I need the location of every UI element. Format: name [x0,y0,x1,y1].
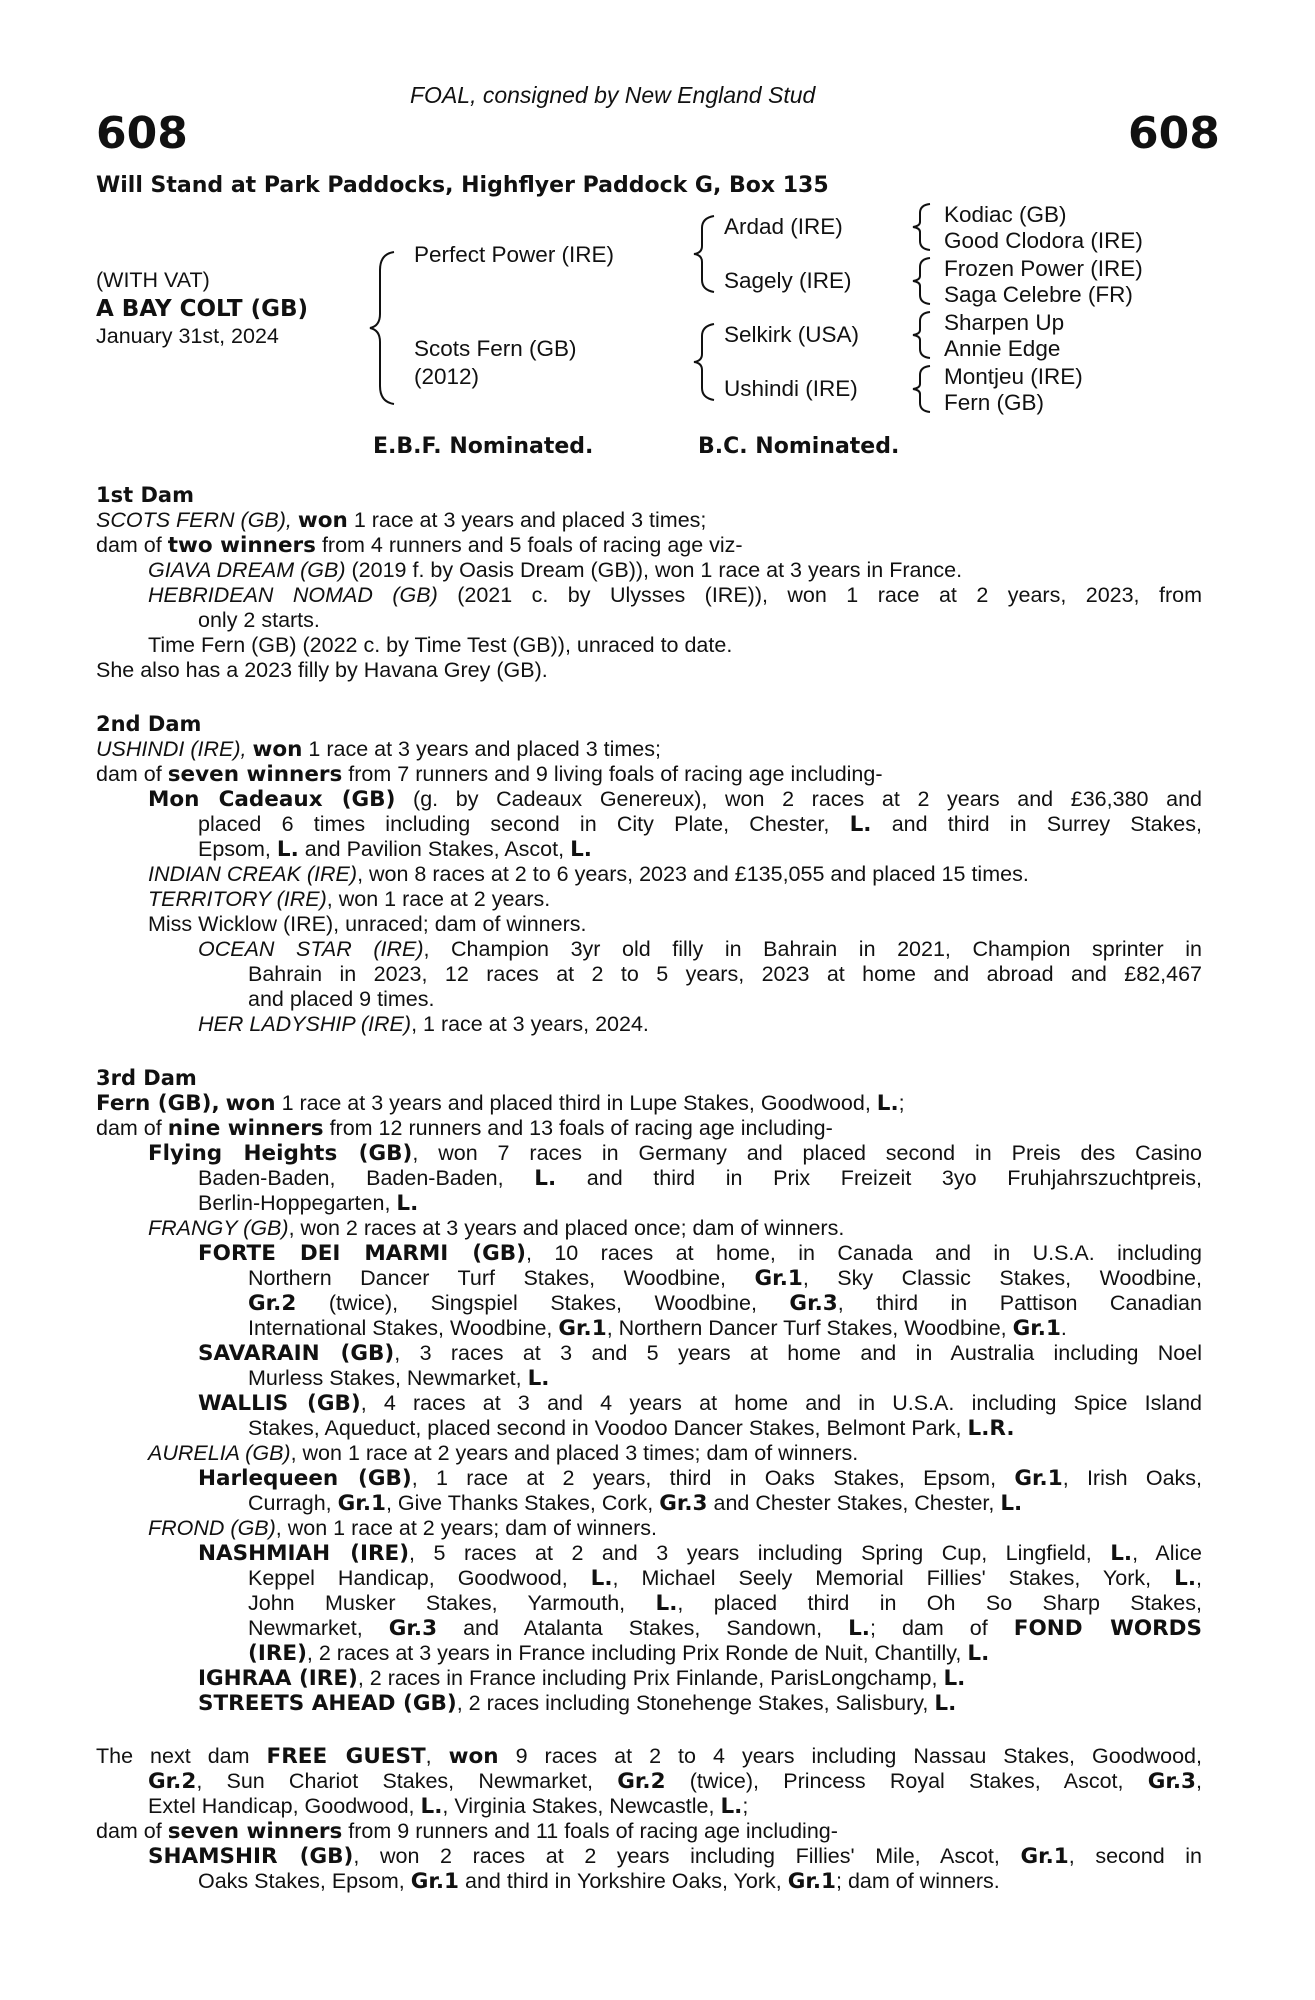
winners-count: seven winners [167,762,343,787]
record-text: , 10 races at home, in Canada and in U.S.A. including [525,1241,1202,1265]
punct: ; [742,1794,749,1818]
sire: Perfect Power (IRE) [414,242,615,267]
horse-name: Harlequeen (GB) [198,1466,412,1491]
horse-name: GIAVA DREAM (GB) [148,558,346,582]
produce-summary [96,1116,833,1141]
record-text: , 1 race at 3 years, 2024. [411,1012,649,1036]
won-label: won [225,1091,276,1116]
g-ancestor-6: Annie Edge [944,336,1061,361]
g-ancestor-4: Saga Celebre (FR) [944,282,1133,307]
produce-line [198,1466,1202,1491]
grade: Gr.3 [1147,1769,1196,1794]
grade: L. [943,1666,966,1691]
grade: Gr.2 [617,1769,666,1794]
record-text: , won 1 race at 2 years. [326,887,551,911]
record-text: 9 races at 2 to 4 years including Nassau Stakes, Goodwood, [515,1744,1202,1768]
text: , Sky Classic Stakes, Woodbine, [802,1266,1202,1290]
record-text: , 1 race at 2 years, third in Oaks Stakes, Epsom, [411,1466,997,1490]
horse-name: NASHMIAH (IRE) [198,1541,410,1566]
produce-line [198,1541,1202,1566]
horse-name: OCEAN STAR (IRE) [198,937,424,961]
produce-line-cont [248,1566,1202,1591]
horse-name: SAVARAIN (GB) [198,1341,395,1366]
produce-line-cont [198,837,592,862]
horse-name: AURELIA (GB) [148,1441,291,1465]
produce-line-cont: and placed 9 times. [248,987,435,1011]
lot-number-left: 608 [96,108,188,159]
produce-line-cont [248,1591,1202,1616]
produce-line-cont [248,1491,1022,1516]
grade: L. [527,1366,550,1391]
grade: Gr.3 [388,1616,438,1641]
record-text: 1 race at 3 years and placed third in Lupe Stakes, Goodwood, [281,1091,871,1115]
produce-line-cont [248,1416,1015,1441]
dam-record-cont [148,1769,1202,1794]
text: dam of [96,533,162,557]
produce-line [198,1012,649,1037]
g-ancestor-8: Fern (GB) [944,390,1045,415]
horse-name: FREE GUEST [266,1744,426,1769]
horse-name: SCOTS FERN (GB), [96,508,292,532]
sire-brace-icon [692,212,718,296]
grade: L. [967,1641,990,1666]
g-ancestor-5: Sharpen Up [944,310,1065,335]
produce-summary [96,1819,838,1844]
horse-name: INDIAN CREAK (IRE) [148,862,358,886]
dam-brace-icon [692,320,718,404]
grade: Gr.1 [754,1266,803,1291]
consignment-line: FOAL, consigned by New England Stud [410,82,816,108]
produce-line [148,887,550,912]
dam-record-line [96,737,661,762]
vat-note: (WITH VAT) [96,268,210,292]
text: Baden-Baden, Baden-Baden, [198,1166,504,1190]
produce-line: Miss Wicklow (IRE), unraced; dam of winners. [148,912,587,936]
text: Keppel Handicap, Goodwood, [248,1566,568,1590]
produce-line [198,1241,1202,1266]
record-text: , 2 races in France including Prix Finlande, ParisLongchamp, [357,1666,938,1690]
punct: , [1196,1566,1202,1590]
produce-line [148,1516,657,1541]
text: Curragh, [248,1491,332,1515]
horse-name: SHAMSHIR (GB) [148,1844,354,1869]
dam-record-line [96,508,706,533]
produce-line: Time Fern (GB) (2022 c. by Time Test (GB)), unraced to date. [148,633,733,657]
text: and third in Surrey Stakes, [891,812,1202,836]
record-text: , won 8 races at 2 to 6 years, 2023 and £135,055 and placed 15 times. [357,862,1029,886]
grade: L. [876,1091,899,1116]
g-ancestor-2: Good Clodora (IRE) [944,228,1143,253]
grade: Gr.1 [1020,1844,1069,1869]
record-text: , won 1 race at 2 years and placed 3 times; dam of winners. [290,1441,859,1465]
grade: Gr.1 [1012,1316,1061,1341]
produce-line-cont [248,1641,989,1666]
record-text: , 5 races at 2 and 3 years including Spring Cup, Lingfield, [409,1541,1092,1565]
horse-name: FROND (GB) [148,1516,276,1540]
note-line: She also has a 2023 filly by Havana Grey (GB). [96,658,548,682]
dam-record-cont [148,1794,748,1819]
grade: L. [276,837,299,862]
produce-line [148,1441,858,1466]
text: Newmarket, [248,1616,363,1640]
produce-line [148,1141,1202,1166]
text: from 4 runners and 5 foals of racing age viz- [321,533,743,557]
text: , Alice [1132,1541,1202,1565]
grade: L. [849,812,872,837]
g-brace-4-icon [910,362,934,416]
text: , second in [1068,1844,1203,1868]
grade: Gr.2 [148,1769,197,1794]
text: , placed third in Oh So Sharp Stakes, [677,1591,1202,1615]
record-text: 1 race at 3 years and placed 3 times; [353,508,707,532]
section-heading: 1st Dam [96,483,194,507]
grade: Gr.3 [789,1291,838,1316]
text: , Michael Seely Memorial Fillies' Stakes, York, [612,1566,1152,1590]
produce-line-cont [198,1191,418,1216]
horse-name: STREETS AHEAD (GB) [198,1691,457,1716]
record-text: , 2 races including Stonehenge Stakes, Salisbury, [456,1691,929,1715]
text: The next dam [96,1744,250,1768]
record-text: , won 2 races at 2 years including Fillies' Mile, Ascot, [353,1844,1000,1868]
produce-line [148,583,1202,608]
text: , Northern Dancer Turf Stakes, Woodbine, [606,1316,1007,1340]
punct: , [1196,1769,1202,1793]
produce-line-cont [198,1166,1202,1191]
punct: . [1060,1316,1067,1340]
text: dam of [96,762,162,786]
produce-line [198,937,1202,962]
record-text: (2019 f. by Oasis Dream (GB)), won 1 race at 3 years in France. [351,558,963,582]
record-text: (2021 c. by Ulysses (IRE)), won 1 race at 2 years, 2023, from [457,583,1202,607]
punct: ; [898,1091,905,1115]
dam-year: (2012) [414,364,480,389]
grade: L. [1174,1566,1197,1591]
produce-line [148,558,962,583]
text: (twice), Princess Royal Stakes, Ascot, [689,1769,1124,1793]
sire-dam: Sagely (IRE) [724,268,852,293]
grade: L. [590,1566,613,1591]
text: , Give Thanks Stakes, Cork, [385,1491,654,1515]
produce-line-cont [248,1316,1067,1341]
text: dam of [96,1116,162,1140]
text: and third in Yorkshire Oaks, York, [465,1869,782,1893]
grade: Gr.1 [787,1869,837,1894]
grade: L.R. [967,1416,1015,1441]
grade: L. [655,1591,678,1616]
text: from 9 runners and 11 foals of racing age including- [348,1819,838,1843]
g-brace-1-icon [910,200,934,254]
produce-line-cont [248,1366,549,1391]
produce-line [148,1844,1202,1869]
won-label: won [448,1744,499,1769]
grade: L. [1110,1541,1133,1566]
produce-line [148,862,1029,887]
horse-name: Mon Cadeaux (GB) [148,787,396,812]
grade: L. [848,1616,870,1641]
g-brace-3-icon [910,308,934,362]
grade: Gr.1 [410,1869,460,1894]
horse-name: (IRE) [248,1641,307,1666]
produce-line-cont [248,1291,1202,1316]
text: and Atalanta Stakes, Sandown, [463,1616,823,1640]
main-brace-icon [368,248,398,408]
record-text: , Champion 3yr old filly in Bahrain in 2021, Champion sprinter in [423,937,1203,961]
grade: L. [420,1794,443,1819]
text: Extel Handicap, Goodwood, [148,1794,415,1818]
horse-name: HER LADYSHIP (IRE) [198,1012,412,1036]
text: and third in Prix Freizeit 3yo Fruhjahrszuchtpreis, [586,1166,1203,1190]
horse-name: TERRITORY (IRE) [148,887,327,911]
produce-line-cont [248,1266,1202,1291]
section-heading: 2nd Dam [96,712,202,736]
dam-sire: Selkirk (USA) [724,322,860,347]
dam-dam: Ushindi (IRE) [724,376,858,401]
text: ; dam of [869,1616,988,1640]
text: placed 6 times including second in City Plate, Chester, [198,812,830,836]
grade: L. [570,837,592,862]
text: (twice), Singspiel Stakes, Woodbine, [328,1291,757,1315]
winners-count: nine winners [167,1116,324,1141]
text: , Sun Chariot Stakes, Newmarket, [196,1769,594,1793]
grade: L. [720,1794,743,1819]
horse-name: WALLIS (GB) [198,1391,361,1416]
horse-name: HEBRIDEAN NOMAD (GB) [148,583,438,607]
winners-count: two winners [167,533,316,558]
produce-line [198,1341,1202,1366]
text: Berlin-Hoppegarten, [198,1191,391,1215]
grade: Gr.2 [248,1291,297,1316]
record-text: , 4 races at 3 and 4 years at home and in U.S.A. including Spice Island [360,1391,1202,1415]
produce-line-cont: only 2 starts. [198,608,320,632]
record-text: 1 race at 3 years and placed 3 times; [308,737,661,761]
sire-sire: Ardad (IRE) [724,214,843,239]
horse-name: A BAY COLT (GB) [96,296,309,322]
produce-line [198,1391,1202,1416]
text: International Stakes, Woodbine, [248,1316,553,1340]
text: Epsom, [198,837,271,861]
section-heading: 3rd Dam [96,1066,197,1090]
text: , Virginia Stakes, Newcastle, [442,1794,715,1818]
text: and Chester Stakes, Chester, [713,1491,995,1515]
horse-name: IGHRAA (IRE) [198,1666,358,1691]
g-ancestor-1: Kodiac (GB) [944,202,1067,227]
horse-dob: January 31st, 2024 [96,324,279,348]
horse-name: Flying Heights (GB) [148,1141,413,1166]
produce-line [198,1691,956,1716]
bc-nominated: B.C. Nominated. [698,434,900,459]
winners-count: seven winners [167,1819,343,1844]
text: Stakes, Aqueduct, placed second in Voodoo Dancer Stakes, Belmont Park, [248,1416,962,1440]
text: Oaks Stakes, Epsom, [198,1869,405,1893]
text: , third in Pattison Canadian [837,1291,1202,1315]
dam-record-line [96,1091,905,1116]
text: , 2 races at 3 years in France including Prix Ronde de Nuit, Chantilly, [306,1641,962,1665]
grade: Gr.1 [337,1491,386,1516]
lot-number-right: 608 [1128,108,1220,159]
dam: Scots Fern (GB) [414,336,577,361]
produce-line-cont: Bahrain in 2023, 12 races at 2 to 5 years, 2023 at home and abroad and £82,467 [248,962,1202,986]
horse-name: FOND WORDS [1013,1616,1202,1641]
produce-summary [96,533,743,558]
g-ancestor-3: Frozen Power (IRE) [944,256,1143,281]
text: , Irish Oaks, [1062,1466,1202,1490]
text: from 12 runners and 13 foals of racing age including- [329,1116,833,1140]
produce-line [198,1666,965,1691]
produce-line-cont [198,1869,1000,1894]
grade: Gr.1 [1014,1466,1063,1491]
grade: Gr.1 [558,1316,607,1341]
record-text: , won 2 races at 3 years and placed once; dam of winners. [288,1216,845,1240]
g-ancestor-7: Montjeu (IRE) [944,364,1083,389]
record-text: (g. by Cadeaux Genereux), won 2 races at 2 years and £36,380 and [413,787,1202,811]
grade: L. [396,1191,419,1216]
horse-name: FRANGY (GB) [148,1216,289,1240]
text: dam of [96,1819,162,1843]
ebf-nominated: E.B.F. Nominated. [373,434,594,459]
text: Murless Stakes, Newmarket, [248,1366,522,1390]
produce-line-cont [248,1616,1202,1641]
won-label: won [297,508,348,533]
text: ; dam of winners. [836,1869,1000,1893]
record-text: , won 7 races in Germany and placed second in Preis des Casino [412,1141,1203,1165]
stand-location: Will Stand at Park Paddocks, Highflyer Paddock G, Box 135 [96,173,829,198]
horse-name: FORTE DEI MARMI (GB) [198,1241,526,1266]
horse-name: Fern (GB), [96,1091,220,1116]
grade: L. [934,1691,957,1716]
horse-name: USHINDI (IRE), [96,737,247,761]
produce-summary [96,762,883,787]
grade: Gr.3 [659,1491,708,1516]
record-text: , won 1 race at 2 years; dam of winners. [275,1516,658,1540]
dam-record-line [96,1744,1202,1769]
text: Northern Dancer Turf Stakes, Woodbine, [248,1266,727,1290]
text: from 7 runners and 9 living foals of racing age including- [348,762,883,786]
punct: , [425,1744,432,1768]
text: John Musker Stakes, Yarmouth, [248,1591,626,1615]
g-brace-2-icon [910,254,934,308]
produce-line [148,787,1202,812]
grade: L. [534,1166,557,1191]
produce-line [148,1216,844,1241]
text: and Pavilion Stakes, Ascot, [304,837,565,861]
won-label: won [252,737,303,762]
record-text: , 3 races at 3 and 5 years at home and in Australia including Noel [394,1341,1202,1365]
grade: L. [1000,1491,1023,1516]
produce-line-cont [198,812,1202,837]
